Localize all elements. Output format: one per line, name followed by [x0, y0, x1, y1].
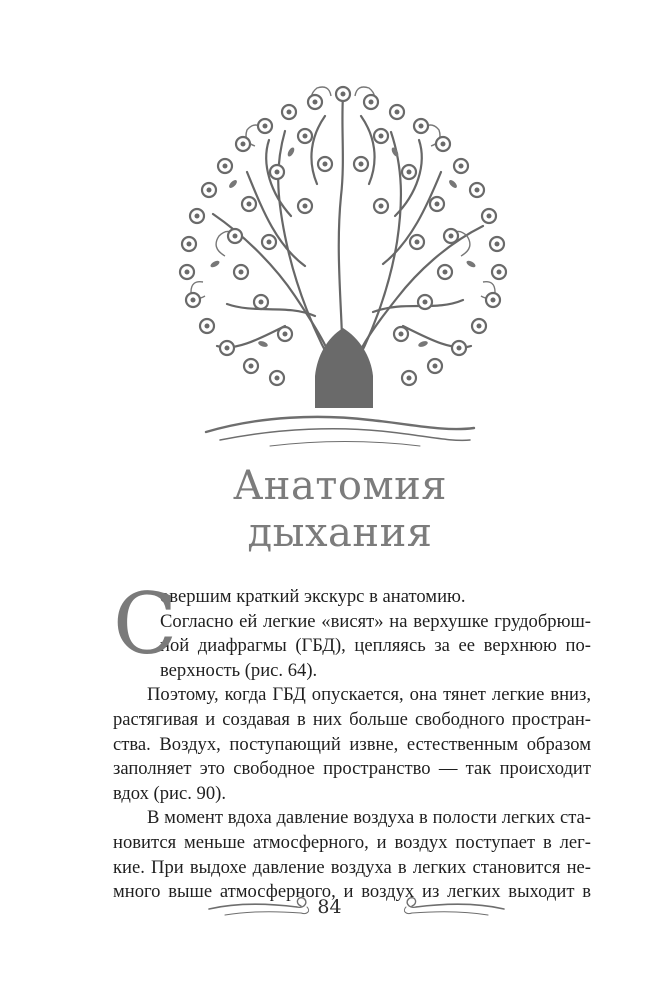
- drop-cap: С: [113, 575, 178, 673]
- paragraph-block-dropcap: [113, 575, 591, 683]
- paragraph-4-line: кие. При выдохе давление воздуха в легких становится не-: [113, 856, 591, 878]
- paragraph-1-line: овершим краткий экскурс в анатомию.: [160, 586, 466, 607]
- chapter-title-line-1: Анатомия: [232, 463, 448, 509]
- swash-icon: [200, 410, 480, 454]
- swash-divider: [200, 410, 480, 454]
- paragraph-3-line: растягивая и создавая в них больше свободного простран-: [113, 708, 591, 730]
- footer-ornament-right: [396, 893, 508, 923]
- paragraph-2-line: верхность (рис. 64).: [160, 659, 318, 681]
- paragraph-3-line: вдох (рис. 90).: [113, 782, 226, 804]
- chapter-title-line-2: дыхания: [247, 509, 433, 556]
- paragraph-2-line: ной диафрагмы (ГБД), цепляясь за ее верхнюю по-: [160, 635, 591, 657]
- paragraph-3-line: ства. Воздух, поступающий извне, естественным образом: [113, 733, 591, 755]
- tree-of-life-illustration: [165, 76, 521, 414]
- chapter-title: [160, 464, 520, 556]
- paragraph-3-line: заполняет это свободное пространство — так происходит: [113, 758, 591, 780]
- paragraph-4-line: новится меньше атмосферного, и воздух поступает в лег-: [113, 831, 591, 853]
- tree-icon: [165, 76, 521, 414]
- flourish-right-icon: [396, 893, 508, 923]
- paragraph-2-line: Согласно ей легкие «висят» на верхушке грудобрюш-: [160, 610, 591, 632]
- body-text: [113, 575, 591, 905]
- page-number: 84: [317, 896, 342, 918]
- paragraph-4-line: много выше атмосферного, и воздух из легких выходит в: [113, 881, 591, 903]
- paragraph-3-line: Поэтому, когда ГБД опускается, она тянет легкие вниз,: [147, 684, 591, 706]
- paragraph-4-line: В момент вдоха давление воздуха в полости легких ста-: [147, 807, 591, 829]
